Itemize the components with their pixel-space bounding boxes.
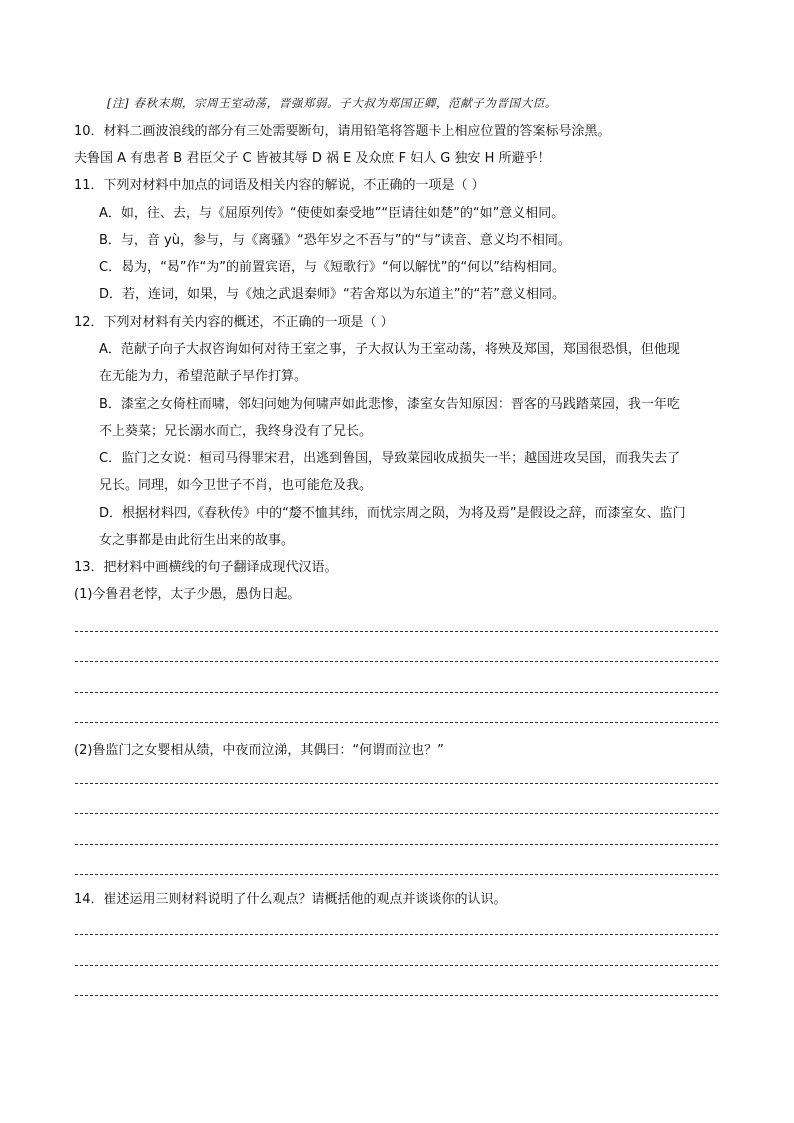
question-11-stem: 11．下列对材料中加点的词语及相关内容的解说，不正确的一项是（ ）: [74, 178, 485, 193]
question-13-stem: 13．把材料中画横线的句子翻译成现代汉语。: [74, 560, 338, 575]
answer-line[interactable]: [75, 722, 718, 723]
answer-line[interactable]: [75, 874, 718, 875]
question-13-sentence-2: (2)鲁监门之女婴相从绩，中夜而泣涕，其偶曰：“何谓而泣也？”: [74, 743, 444, 758]
answer-line[interactable]: [75, 692, 718, 693]
question-11-option-d: D．若，连词，如果，与《烛之武退秦师》“若舍郑以为东道主”的“若”意义相同。: [99, 287, 565, 302]
question-12-option-b-cont: 不上葵菜；兄长溺水而亡，我终身没有了兄长。: [99, 424, 373, 439]
answer-line[interactable]: [75, 813, 718, 814]
answer-line[interactable]: [75, 661, 718, 662]
question-12-stem: 12．下列对材料有关内容的概述，不正确的一项是（ ）: [74, 315, 394, 330]
question-10-stem: 10．材料二画波浪线的部分有三处需要断句，请用铅笔将答题卡上相应位置的答案标号涂黑。: [74, 124, 611, 139]
answer-line[interactable]: [75, 783, 718, 784]
answer-line[interactable]: [75, 934, 718, 935]
question-12-option-a: A．范献子向子大叔咨询如何对待王室之事，子大叔认为王室动荡，将殃及郑国，郑国很恐惧，但他现: [99, 342, 680, 357]
annotation-note: [注] 春秋末期，宗周王室动荡，晋强郑弱。子大叔为郑国正卿，范献子为晋国大臣。: [107, 96, 558, 110]
question-11-option-c: C．曷为，“曷”作“为”的前置宾语，与《短歌行》“何以解忧”的“何以”结构相同。: [99, 260, 565, 275]
question-12-option-c-cont: 兄长。同理，如今卫世子不肖，也可能危及我。: [99, 478, 373, 493]
question-12-option-b: B．漆室之女倚柱而啸，邻妇问她为何啸声如此悲惨，漆室女告知原因：晋客的马践踏菜园，我一年吃: [99, 397, 680, 412]
answer-line[interactable]: [75, 844, 718, 845]
question-12-option-c: C．监门之女说：桓司马得罪宋君，出逃到鲁国，导致菜园收成损失一半；越国进攻吴国，而我失去了: [99, 451, 681, 466]
question-11-option-a: A．如，往、去，与《屈原列传》“使使如秦受地”“臣请往如楚”的“如”意义相同。: [99, 206, 565, 221]
question-12-option-d: D．根据材料四,《春秋传》中的“嫠不恤其纬，而忧宗周之陨，为将及焉”是假设之辞，而漆室女、监门: [99, 506, 686, 521]
question-10-sentence: 夫鲁国 A 有患者 B 君臣父子 C 皆被其辱 D 祸 E 及众庶 F 妇人 G 独安 H 所避乎！: [74, 151, 551, 166]
question-14-stem: 14．崔述运用三则材料说明了什么观点？请概括他的观点并谈谈你的认识。: [74, 892, 507, 907]
question-12-option-d-cont: 女之事都是由此衍生出来的故事。: [99, 533, 295, 548]
answer-line[interactable]: [75, 965, 718, 966]
answer-line[interactable]: [75, 631, 718, 632]
question-11-option-b: B．与，音 yù，参与，与《离骚》“恐年岁之不吾与”的“与”读音、意义均不相同。: [99, 233, 571, 248]
question-13-sentence-1: (1)今鲁君老悖，太子少愚，愚伪日起。: [74, 587, 301, 602]
answer-line[interactable]: [75, 995, 718, 996]
question-12-option-a-cont: 在无能为力，希望范献子早作打算。: [99, 369, 308, 384]
